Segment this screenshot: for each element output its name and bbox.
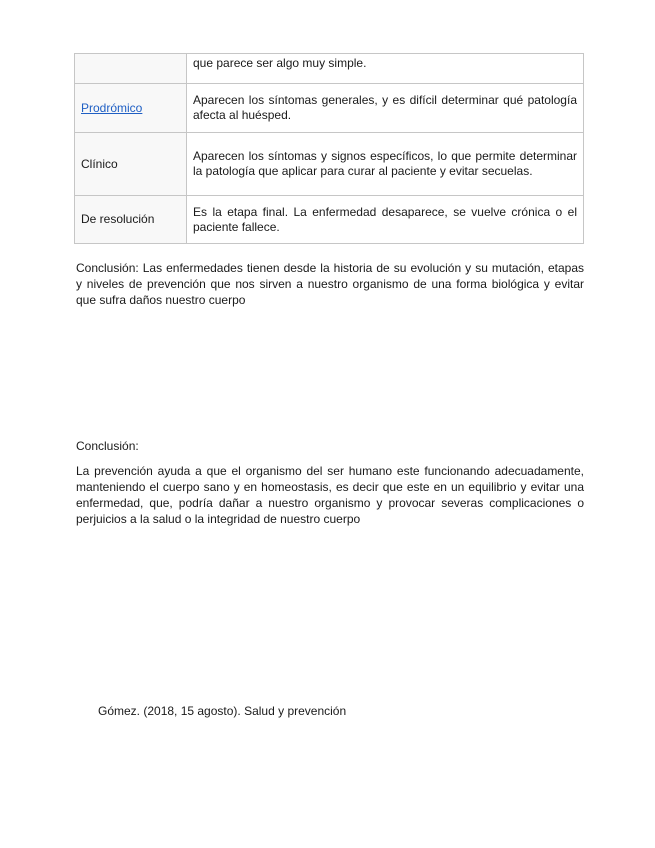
stage-cell: De resolución <box>75 196 187 244</box>
stage-cell: Clínico <box>75 133 187 196</box>
reference-citation: Gómez. (2018, 15 agosto). Salud y prevención <box>98 704 347 718</box>
table-row <box>75 84 584 133</box>
conclusion-paragraph-2: La prevención ayuda a que el organismo del ser humano este funcionando adecuadamente, manteniendo el cuerpo sano y en homeostasis, es decir que este en un equilibrio y evitar una enfermedad, que, podría dañar a nuestro organismo y provocar severas complicaciones o perjuicios a la salud o la integridad de nuestro cuerpo <box>76 464 584 526</box>
table-row <box>75 196 584 244</box>
stage-description: que parece ser algo muy simple. <box>187 54 584 84</box>
disease-stages-table <box>74 53 584 244</box>
table-row <box>75 54 584 84</box>
stage-cell <box>75 84 187 133</box>
stage-description: Aparecen los síntomas generales, y es difícil determinar qué patología afecta al huésped. <box>187 84 584 133</box>
conclusion-heading: Conclusión: <box>76 439 139 453</box>
table-row <box>75 133 584 196</box>
stage-description: Aparecen los síntomas y signos específicos, lo que permite determinar la patología que aplicar para curar al paciente y evitar secuelas. <box>187 133 584 196</box>
prodromico-link[interactable]: Prodrómico <box>81 100 143 115</box>
conclusion-paragraph-1: Conclusión: Las enfermedades tienen desde la historia de su evolución y su mutación, etapas y niveles de prevención que nos sirven a nuestro organismo de una forma biológica y evitar que sufra daños nuestro cuerpo <box>76 261 584 307</box>
stage-cell-empty <box>75 54 187 84</box>
stage-description: Es la etapa final. La enfermedad desaparece, se vuelve crónica o el paciente fallece. <box>187 196 584 244</box>
